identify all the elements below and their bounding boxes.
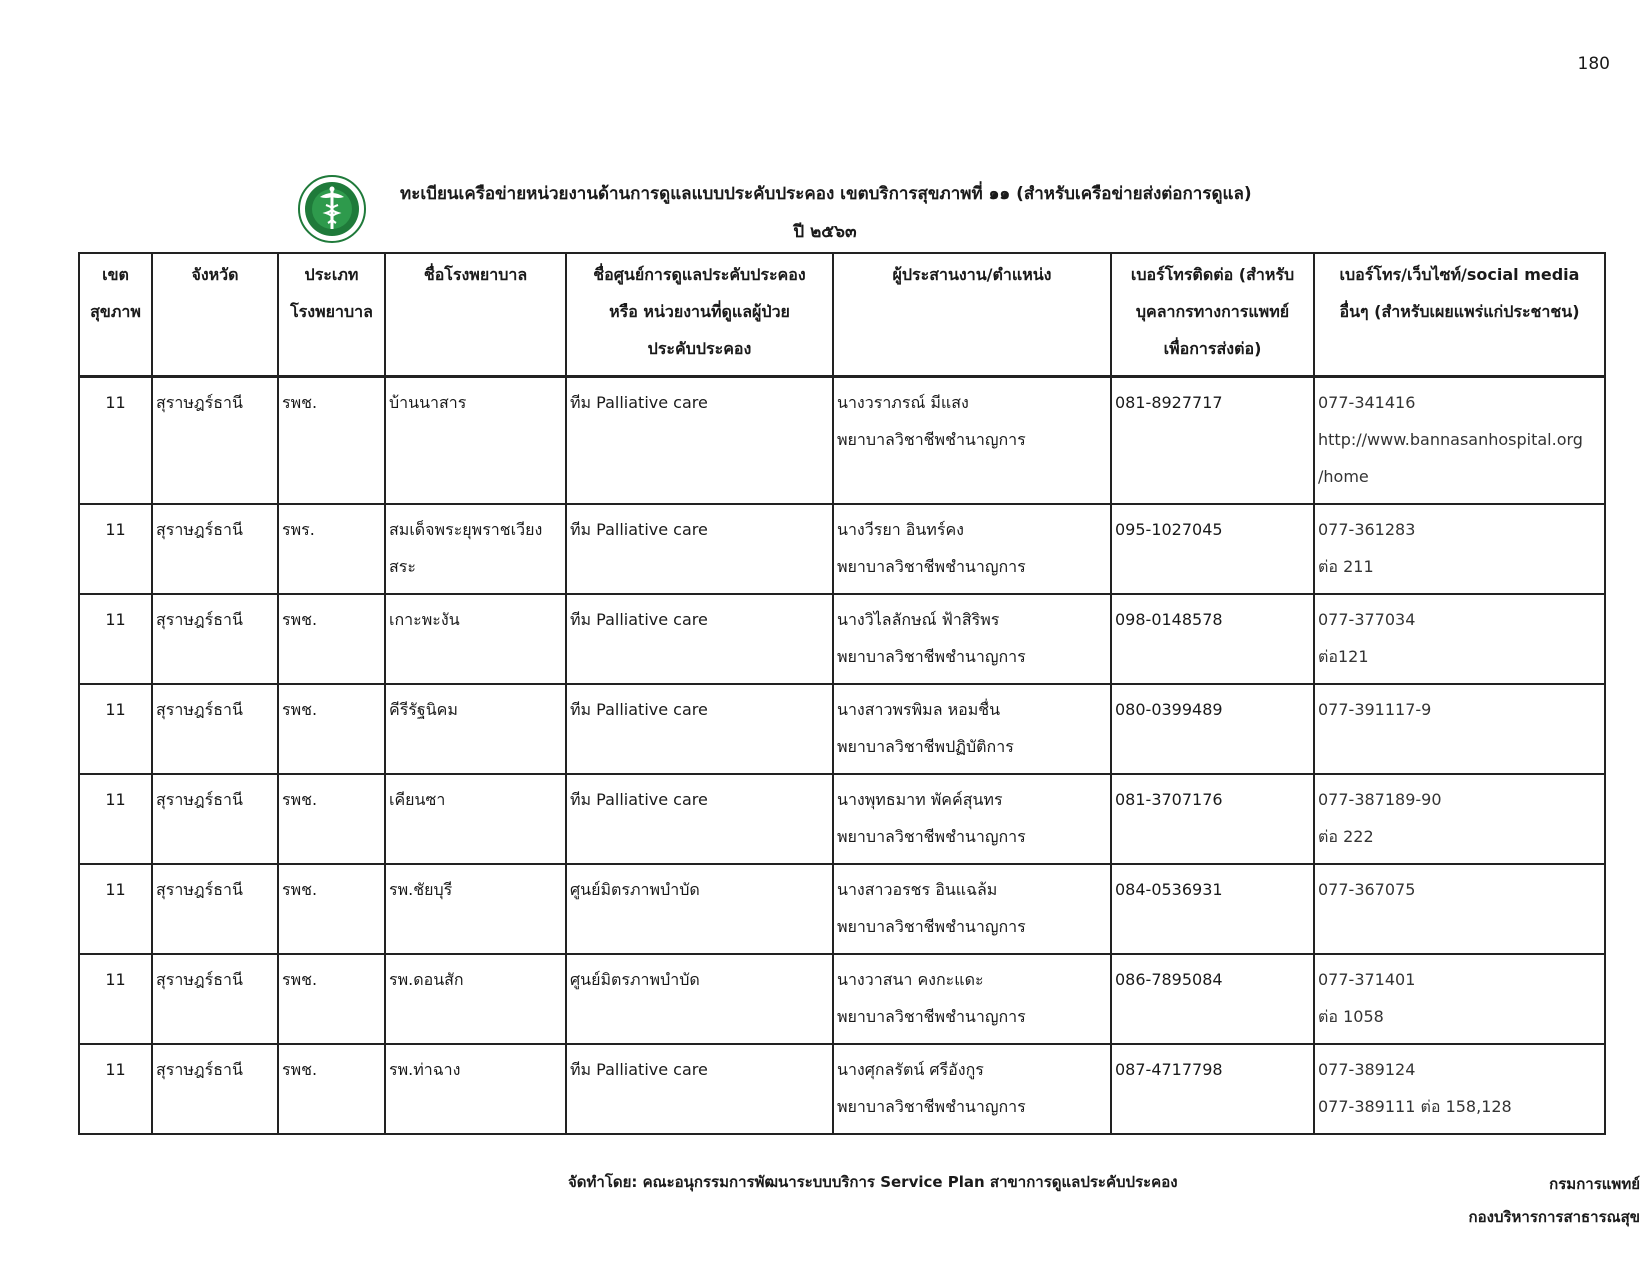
table-row	[79, 864, 1605, 954]
cell-coordinator	[833, 684, 1111, 774]
cell-region: 11	[79, 864, 152, 954]
cell-hospital-name-line: เกาะพะงัน	[389, 610, 460, 629]
table-row	[79, 377, 1605, 505]
cell-coordinator-line: นางสาวพรพิมล หอมชื่น	[837, 700, 1001, 719]
cell-public-contact	[1314, 594, 1605, 684]
cell-public-contact-line: ต่อ 1058	[1318, 1007, 1384, 1026]
header-text-line: เขต	[102, 265, 129, 284]
header-text-line: ชื่อศูนย์การดูแลประคับประคอง	[593, 265, 806, 284]
table-row	[79, 1044, 1605, 1134]
cell-public-contact	[1314, 377, 1605, 505]
cell-province: สุราษฎร์ธานี	[152, 864, 278, 954]
table-row	[79, 594, 1605, 684]
cell-province: สุราษฎร์ธานี	[152, 504, 278, 594]
cell-hospital-type: รพช.	[278, 864, 385, 954]
cell-care-center: ทีม Palliative care	[566, 1044, 833, 1134]
cell-coordinator	[833, 377, 1111, 505]
cell-region: 11	[79, 594, 152, 684]
cell-hospital-name	[385, 684, 566, 774]
cell-care-center: ทีม Palliative care	[566, 504, 833, 594]
cell-coordinator-line: พยาบาลวิชาชีพชำนาญการ	[837, 827, 1026, 846]
cell-region: 11	[79, 377, 152, 505]
cell-public-contact-line: 077-361283	[1318, 520, 1416, 539]
cell-care-center: ทีม Palliative care	[566, 684, 833, 774]
cell-public-contact	[1314, 864, 1605, 954]
header-text-line: ผู้ประสานงาน/ตำแหน่ง	[892, 265, 1052, 284]
header-text-line: จังหวัด	[191, 265, 239, 284]
cell-referral-phone: 080-0399489	[1111, 684, 1314, 774]
cell-hospital-name-line: สระ	[389, 557, 416, 576]
network-registry-table	[78, 252, 1606, 1135]
cell-care-center: ศูนย์มิตรภาพบำบัด	[566, 864, 833, 954]
cell-hospital-name	[385, 774, 566, 864]
header-referral-phone	[1111, 253, 1314, 377]
cell-public-contact-line: 077-387189-90	[1318, 790, 1442, 809]
cell-public-contact-line: 077-371401	[1318, 970, 1416, 989]
cell-public-contact	[1314, 774, 1605, 864]
cell-hospital-type: รพช.	[278, 954, 385, 1044]
header-text-line: ประคับประคอง	[647, 339, 752, 358]
cell-public-contact	[1314, 954, 1605, 1044]
cell-hospital-name	[385, 1044, 566, 1134]
cell-coordinator	[833, 1044, 1111, 1134]
cell-coordinator	[833, 774, 1111, 864]
cell-province: สุราษฎร์ธานี	[152, 594, 278, 684]
cell-province: สุราษฎร์ธานี	[152, 1044, 278, 1134]
footer-prepared-by: จัดทำโดย: คณะอนุกรรมการพัฒนาระบบบริการ Service Plan สาขาการดูแลประคับประคอง	[568, 1173, 1178, 1191]
cell-referral-phone: 095-1027045	[1111, 504, 1314, 594]
cell-coordinator	[833, 864, 1111, 954]
cell-coordinator	[833, 954, 1111, 1044]
cell-province: สุราษฎร์ธานี	[152, 377, 278, 505]
cell-coordinator-line: พยาบาลวิชาชีพชำนาญการ	[837, 917, 1026, 936]
cell-hospital-type: รพช.	[278, 1044, 385, 1134]
header-province	[152, 253, 278, 377]
cell-hospital-type: รพร.	[278, 504, 385, 594]
cell-province: สุราษฎร์ธานี	[152, 774, 278, 864]
cell-hospital-name	[385, 594, 566, 684]
cell-coordinator-line: พยาบาลวิชาชีพชำนาญการ	[837, 557, 1026, 576]
cell-hospital-name-line: รพ.ดอนสัก	[389, 970, 464, 989]
cell-care-center: ทีม Palliative care	[566, 377, 833, 505]
footer-division: กองบริหารการสาธารณสุข	[1468, 1208, 1640, 1226]
cell-referral-phone: 081-3707176	[1111, 774, 1314, 864]
cell-coordinator-line: นางวราภรณ์ มีแสง	[837, 393, 969, 412]
cell-care-center: ทีม Palliative care	[566, 774, 833, 864]
cell-public-contact-line: ต่อ121	[1318, 647, 1369, 666]
cell-hospital-name-line: คีรีรัฐนิคม	[389, 700, 458, 719]
cell-hospital-type: รพช.	[278, 774, 385, 864]
cell-public-contact-line: 077-389111 ต่อ 158,128	[1318, 1097, 1512, 1116]
cell-region: 11	[79, 504, 152, 594]
cell-referral-phone: 086-7895084	[1111, 954, 1314, 1044]
header-text-line: อื่นๆ (สำหรับเผยแพร่แก่ประชาชน)	[1339, 302, 1580, 321]
table-row	[79, 774, 1605, 864]
table-row	[79, 504, 1605, 594]
cell-hospital-type: รพช.	[278, 684, 385, 774]
cell-coordinator	[833, 504, 1111, 594]
page-title: ทะเบียนเครือข่ายหน่วยงานด้านการดูแลแบบประคับประคอง เขตบริการสุขภาพที่ ๑๑ (สำหรับเครือข่ายส่งต่อการดูแล)	[400, 184, 1252, 204]
cell-province: สุราษฎร์ธานี	[152, 954, 278, 1044]
cell-coordinator-line: นางวีรยา อินทร์คง	[837, 520, 964, 539]
table-header-row	[79, 253, 1605, 377]
header-text-line: สุขภาพ	[90, 302, 141, 321]
cell-care-center: ทีม Palliative care	[566, 594, 833, 684]
cell-public-contact	[1314, 1044, 1605, 1134]
page-subtitle: ปี ๒๕๖๓	[793, 222, 857, 242]
cell-coordinator-line: นางวิไลลักษณ์ ฟ้าสิริพร	[837, 610, 1000, 629]
cell-region: 11	[79, 1044, 152, 1134]
cell-referral-phone: 098-0148578	[1111, 594, 1314, 684]
cell-hospital-name-line: บ้านนาสาร	[389, 393, 467, 412]
cell-public-contact-line: ต่อ 211	[1318, 557, 1374, 576]
header-care-center	[566, 253, 833, 377]
cell-hospital-name	[385, 954, 566, 1044]
cell-coordinator-line: พยาบาลวิชาชีพชำนาญการ	[837, 647, 1026, 666]
cell-hospital-type: รพช.	[278, 377, 385, 505]
cell-coordinator	[833, 594, 1111, 684]
header-text-line: เบอร์โทรติดต่อ (สำหรับ	[1130, 265, 1295, 284]
cell-referral-phone: 087-4717798	[1111, 1044, 1314, 1134]
cell-region: 11	[79, 954, 152, 1044]
cell-hospital-name-line: สมเด็จพระยุพราชเวียง	[389, 520, 543, 539]
cell-hospital-name	[385, 864, 566, 954]
cell-coordinator-line: พยาบาลวิชาชีพชำนาญการ	[837, 1007, 1026, 1026]
header-text-line: ประเภท	[304, 265, 359, 284]
header-text-line: โรงพยาบาล	[290, 302, 373, 321]
cell-province: สุราษฎร์ธานี	[152, 684, 278, 774]
header-hospital-type	[278, 253, 385, 377]
cell-coordinator-line: นางสาวอรชร อินแฉล้ม	[837, 880, 998, 899]
cell-region: 11	[79, 774, 152, 864]
cell-public-contact-line: 077-391117-9	[1318, 700, 1432, 719]
header-coordinator	[833, 253, 1111, 377]
header-hospital-name	[385, 253, 566, 377]
header-region	[79, 253, 152, 377]
cell-public-contact-line: 077-341416	[1318, 393, 1416, 412]
cell-hospital-name	[385, 377, 566, 505]
cell-hospital-name-line: เคียนซา	[389, 790, 446, 809]
header-text-line: เพื่อการส่งต่อ)	[1163, 339, 1262, 358]
cell-coordinator-line: นางวาสนา คงกะแดะ	[837, 970, 984, 989]
cell-hospital-name-line: รพ.ชัยบุรี	[389, 880, 453, 899]
cell-public-contact-line: 077-377034	[1318, 610, 1416, 629]
cell-public-contact-line: 077-367075	[1318, 880, 1416, 899]
header-text-line: ชื่อโรงพยาบาล	[423, 265, 528, 284]
cell-public-contact-line: /home	[1318, 467, 1369, 486]
cell-public-contact-line: ต่อ 222	[1318, 827, 1374, 846]
cell-coordinator-line: พยาบาลวิชาชีพชำนาญการ	[837, 1097, 1026, 1116]
cell-referral-phone: 081-8927717	[1111, 377, 1314, 505]
header-public-contact	[1314, 253, 1605, 377]
table-row	[79, 684, 1605, 774]
table-body	[79, 377, 1605, 1135]
cell-public-contact-line: 077-389124	[1318, 1060, 1416, 1079]
page-number: 180	[1577, 54, 1610, 74]
header-text-line: หรือ หน่วยงานที่ดูแลผู้ป่วย	[609, 302, 790, 321]
header-text-line: เบอร์โทร/เว็บไซท์/social media	[1339, 265, 1580, 284]
cell-region: 11	[79, 684, 152, 774]
cell-hospital-name	[385, 504, 566, 594]
cell-coordinator-line: พยาบาลวิชาชีพปฏิบัติการ	[837, 737, 1014, 756]
table-row	[79, 954, 1605, 1044]
cell-care-center: ศูนย์มิตรภาพบำบัด	[566, 954, 833, 1044]
footer-department: กรมการแพทย์	[1549, 1175, 1640, 1193]
cell-referral-phone: 084-0536931	[1111, 864, 1314, 954]
cell-coordinator-line: นางศุกลรัตน์ ศรีอังกูร	[837, 1060, 984, 1079]
cell-public-contact	[1314, 684, 1605, 774]
cell-hospital-type: รพช.	[278, 594, 385, 684]
cell-public-contact	[1314, 504, 1605, 594]
cell-coordinator-line: พยาบาลวิชาชีพชำนาญการ	[837, 430, 1026, 449]
cell-public-contact-line: http://www.bannasanhospital.org	[1318, 430, 1583, 449]
cell-coordinator-line: นางพุทธมาท พัคค์สุนทร	[837, 790, 1003, 809]
cell-hospital-name-line: รพ.ท่าฉาง	[389, 1060, 461, 1079]
header-text-line: บุคลากรทางการแพทย์	[1135, 302, 1290, 321]
